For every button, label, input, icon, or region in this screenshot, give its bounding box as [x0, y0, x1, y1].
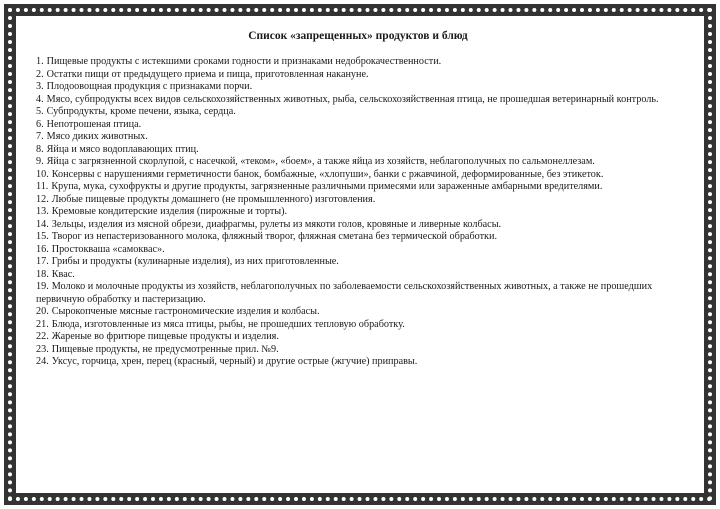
- list-item: 12. Любые пищевые продукты домашнего (не промышленного) изготовления.: [36, 193, 376, 205]
- list-item: 14. Зельцы, изделия из мясной обрези, диафрагмы, рулеты из мякоти голов, кровяные и ливерные колбасы.: [36, 218, 502, 230]
- list-item: 6. Непотрошеная птица.: [36, 118, 142, 130]
- list-item: 3. Плодоовощная продукция с признаками порчи.: [36, 81, 253, 92]
- list-item: 21. Блюда, изготовленные из мяса птицы, рыбы, не прошедших тепловую обработку.: [36, 318, 405, 330]
- list-item: 23. Пищевые продукты, не предусмотренные прил. №9.: [36, 343, 279, 355]
- list-item: 16. Простокваша «самоквас».: [36, 243, 165, 255]
- list-item: 1. Пищевые продукты с истекшими сроками годности и признаками недоброкачественности.: [36, 56, 442, 67]
- list-item: 4. Мясо, субпродукты всех видов сельскохозяйственных животных, рыба, сельскохозяйственная птица, не прошедшая ветеринарный контроль.: [36, 93, 659, 105]
- list-item: 15. Творог из непастеризованного молока, фляжный творог, фляжная сметана без термической обработки.: [36, 231, 497, 242]
- list-item: 7. Мясо диких животных.: [36, 131, 148, 142]
- list-item: 17. Грибы и продукты (кулинарные изделия), из них приготовленные.: [36, 256, 339, 267]
- list-item: 22. Жареные во фритюре пищевые продукты и изделия.: [36, 331, 279, 342]
- forbidden-products-list: [36, 56, 680, 369]
- list-item: 8. Яйца и мясо водоплавающих птиц.: [36, 143, 199, 155]
- list-item: 10. Консервы с нарушениями герметичности банок, бомбажные, «хлопуши», банки с ржавчиной, деформированные, без этикеток.: [36, 168, 604, 180]
- list-item: 13. Кремовые кондитерские изделия (пирожные и торты).: [36, 206, 288, 217]
- list-item: 19. Молоко и молочные продукты из хозяйств, неблагополучных по заболеваемости сельскохозяйственных животных, а также не прошедших первичную обработку и пастеризацию.: [36, 281, 653, 305]
- list-item: 2. Остатки пищи от предыдущего приема и пища, приготовленная накануне.: [36, 68, 369, 80]
- list-item: 20. Сырокопченые мясные гастрономические изделия и колбасы.: [36, 306, 320, 317]
- list-item: 18. Квас.: [36, 268, 75, 280]
- document-title: Список «запрещенных» продуктов и блюд: [248, 30, 468, 42]
- document-content: [36, 30, 680, 491]
- list-item: 5. Субпродукты, кроме печени, языка, сердца.: [36, 106, 236, 117]
- list-item: 9. Яйца с загрязненной скорлупой, с насечкой, «теком», «боем», а также яйца из хозяйств, неблагополучных по сальмонеллезам.: [36, 156, 595, 167]
- list-item: 11. Крупа, мука, сухофрукты и другие продукты, загрязненные различными примесями или зараженные амбарными вредителями.: [36, 181, 603, 192]
- list-item: 24. Уксус, горчица, хрен, перец (красный, черный) и другие острые (жгучие) приправы.: [36, 356, 418, 367]
